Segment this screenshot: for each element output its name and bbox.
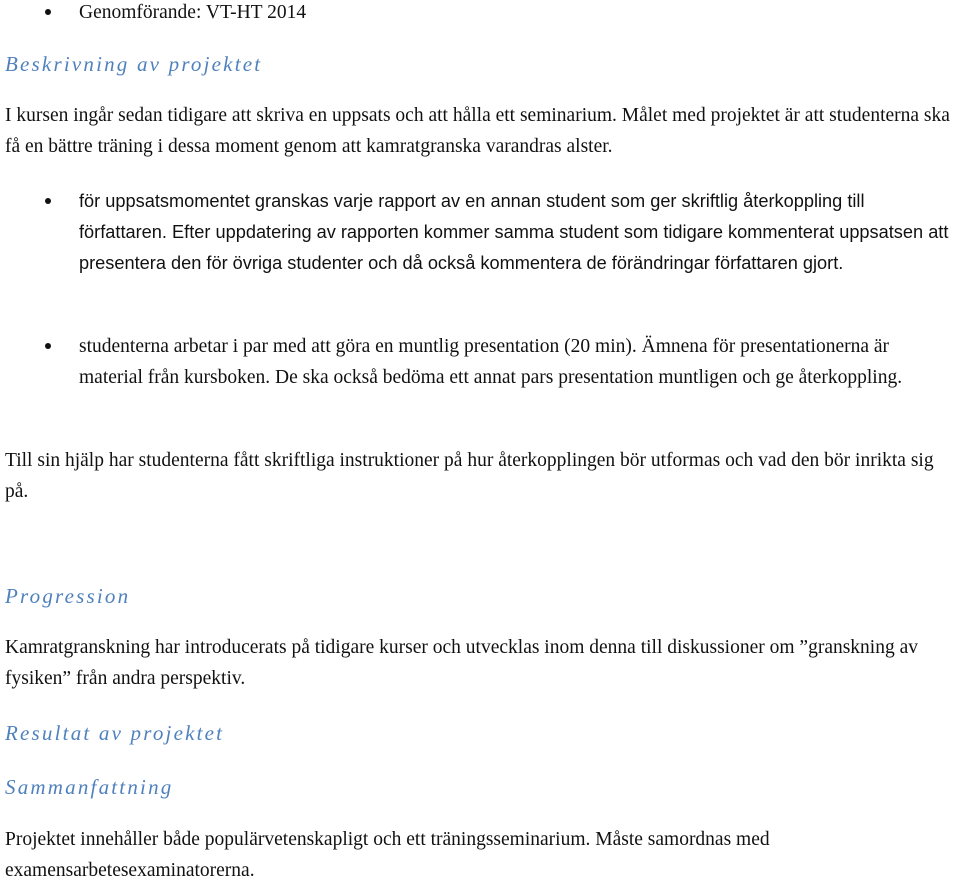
paragraph-sammanfattning: Projektet innehåller både populärvetenskapligt och ett träningsseminarium. Måste samordnas med examensarbetesexaminatorerna. xyxy=(5,829,770,881)
heading-progression: Progression xyxy=(5,584,131,608)
bullet-icon xyxy=(45,343,51,349)
heading-sammanfattning: Sammanfattning xyxy=(5,775,174,799)
list-item-genomforande xyxy=(5,0,960,28)
genomforande-text: Genomförande: VT-HT 2014 xyxy=(79,2,307,23)
bullet-icon xyxy=(45,198,51,204)
heading-resultat: Resultat av projektet xyxy=(5,721,225,745)
paragraph-progression: Kamratgranskning har introducerats på tidigare kurser och utvecklas inom denna till diskussioner om ”granskning av fysiken” från andra perspektiv. xyxy=(5,637,919,689)
bullet-icon xyxy=(45,9,51,15)
heading-beskrivning: Beskrivning av projektet xyxy=(5,52,263,76)
bullet-presentation-text: studenterna arbetar i par med att göra en muntlig presentation (20 min). Ämnena för presentationerna är material från kursboken. De ska också bedöma ett annat pars presentation muntligen och ge återkoppling. xyxy=(79,336,903,388)
paragraph-intro: I kursen ingår sedan tidigare att skriva en uppsats och att hålla ett seminarium. Målet med projektet är att studenterna ska få en bättre träning i dessa moment genom att kamratgranska varandras alster. xyxy=(5,105,950,157)
list-item-presentation xyxy=(5,331,957,393)
bullet-uppsats-continued-text: Efter uppdatering av rapporten kommer samma student som tidigare kommenterat uppsatsen att presentera den för övriga studenter och då också kommentera de förändringar författaren gjort. xyxy=(79,222,949,273)
list-item-uppsatsmomentet xyxy=(5,186,957,279)
bullet-uppsats-sans-text: för uppsatsmomentet granskas varje rapport av en annan student som ger skriftlig återkoppling till författaren. xyxy=(79,191,865,242)
paragraph-instruktioner: Till sin hjälp har studenterna fått skriftliga instruktioner på hur återkopplingen bör utformas och vad den bör inrikta sig på. xyxy=(5,450,934,502)
